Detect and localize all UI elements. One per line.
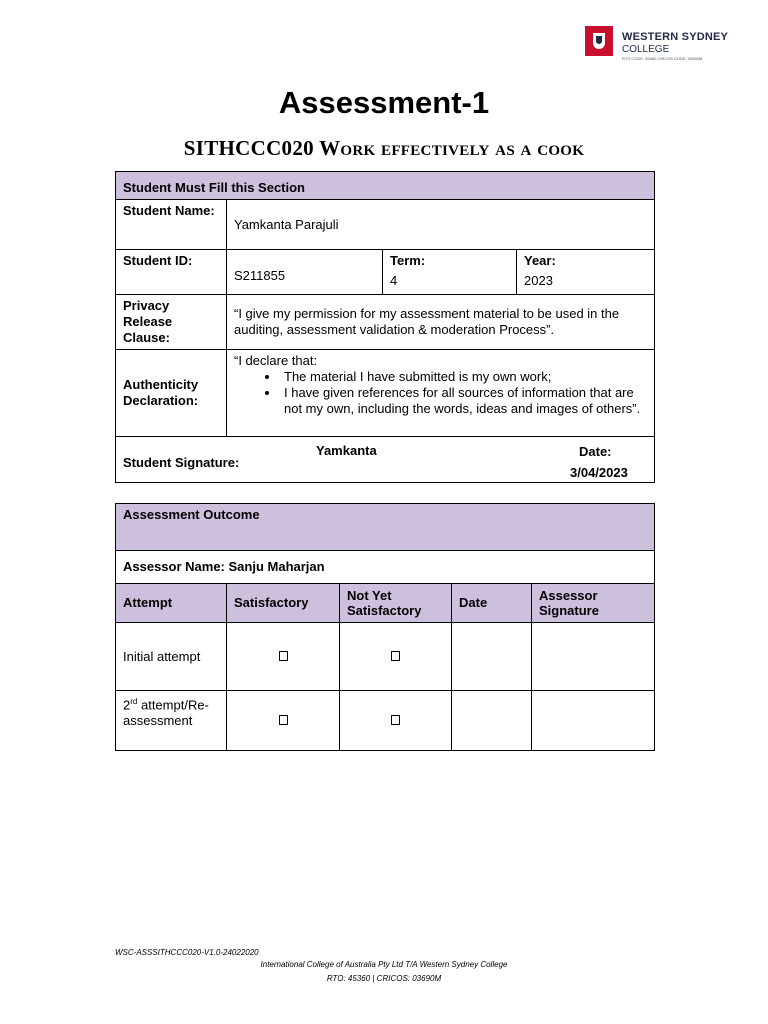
logo-name-line2: COLLEGE [622,44,670,55]
column-header: Date [452,584,532,623]
row1-satisfactory-cell [227,623,340,691]
year-label: Year: [524,253,556,268]
satisfactory-checkbox[interactable] [279,715,288,725]
row1-date-cell[interactable] [452,623,532,691]
student-name-label: Student Name: [116,200,227,250]
privacy-label: Privacy Release Clause: [116,295,227,350]
list-item: • The material I have submitted is my own work; [280,369,647,385]
row2-attempt-label: 2rd attempt/Re-assessment [116,691,227,751]
term-cell [383,250,517,295]
date-label: Date: [579,444,612,459]
footer-organisation: International College of Australia Pty Ltd T/A Western Sydney College [260,960,508,969]
authenticity-list [234,369,647,417]
college-logo [585,26,729,66]
list-item: • I have given references for all sources of information that are not my own, including the words, ideas and images of others”. [280,385,647,417]
shield-icon [585,26,613,56]
authenticity-text [227,350,655,437]
assessor-name: Assessor Name: Sanju Maharjan [116,551,655,584]
authenticity-intro: “I declare that: [234,353,318,368]
student-details-table [115,171,655,483]
term-label: Term: [390,253,426,268]
student-id-value[interactable]: S211855 [227,250,383,295]
date-value[interactable]: 3/04/2023 [570,465,628,480]
assessment-outcome-table [115,503,655,751]
not-yet-satisfactory-checkbox[interactable] [391,651,400,661]
satisfactory-checkbox[interactable] [279,651,288,661]
column-header: Attempt [116,584,227,623]
year-cell [517,250,655,295]
row2-signature-cell[interactable] [532,691,655,751]
student-id-label: Student ID: [116,250,227,295]
row1-not-yet-cell [340,623,452,691]
row1-signature-cell[interactable] [532,623,655,691]
row2-satisfactory-cell [227,691,340,751]
not-yet-satisfactory-checkbox[interactable] [391,715,400,725]
column-header: Not Yet Satisfactory [340,584,452,623]
logo-name-line1: WESTERN SYDNEY [622,31,729,43]
authenticity-label: Authenticity Declaration: [116,350,227,437]
unit-subtitle: SITHCCC020 Work effectively as a cook [183,136,585,160]
row1-attempt-label: Initial attempt [116,623,227,691]
year-value[interactable]: 2023 [524,273,553,288]
column-header: Assessor Signature [532,584,655,623]
student-section-header: Student Must Fill this Section [116,172,655,200]
term-value[interactable]: 4 [390,273,398,288]
page-title: Assessment-1 [278,85,490,120]
footer-rto: RTO: 45360 | CRICOS: 03690M [326,974,442,983]
row2-not-yet-cell [340,691,452,751]
signature-row [116,437,655,483]
logo-rto-line: RTO CODE: 45360 CRICOS CODE: 03690M [622,56,703,61]
row2-date-cell[interactable] [452,691,532,751]
student-name-value[interactable]: Yamkanta Parajuli [227,200,655,250]
outcome-section-header: Assessment Outcome [116,504,655,551]
privacy-text: “I give my permission for my assessment material to be used in the auditing, assessment validation & moderation Process”. [227,295,655,350]
document-code: WSC-ASSSITHCCC020-V1.0-24022020 [115,948,259,957]
signature-value[interactable]: Yamkanta [316,443,377,458]
signature-label: Student Signature: [123,455,240,470]
column-header: Satisfactory [227,584,340,623]
